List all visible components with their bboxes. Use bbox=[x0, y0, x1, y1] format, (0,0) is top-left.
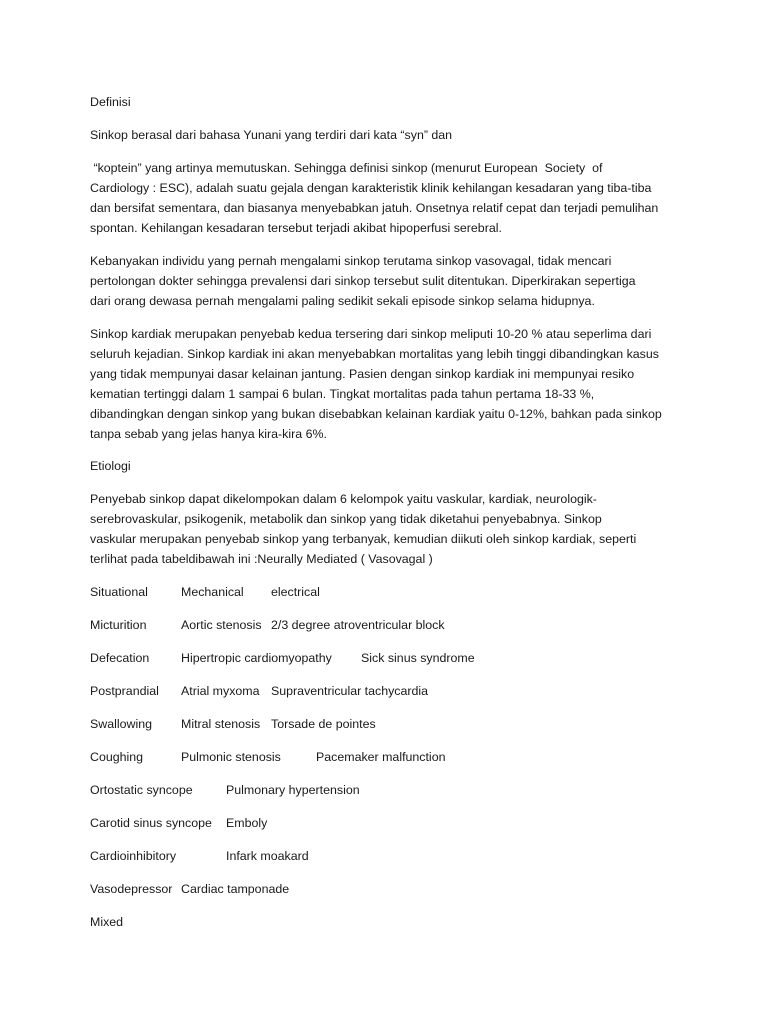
table-row bbox=[90, 846, 690, 866]
table-cell: Emboly bbox=[226, 816, 268, 830]
table-cell: Mixed bbox=[90, 915, 124, 929]
table-cell: Infark moakard bbox=[226, 849, 309, 863]
paragraph-5 bbox=[90, 489, 690, 569]
table-cell: Coughing bbox=[90, 750, 144, 764]
paragraph-3-line: pertolongan dokter sehingga prevalensi dari sinkop tersebut sulit ditentukan. Diperkirakan sepertiga bbox=[90, 274, 636, 288]
paragraph-3 bbox=[90, 251, 690, 311]
table-cell: Mitral stenosis bbox=[181, 717, 261, 731]
table-cell: Pacemaker malfunction bbox=[316, 750, 446, 764]
table-row bbox=[90, 648, 690, 668]
table-cell: Atrial myxoma bbox=[181, 684, 260, 698]
table-cell: Mechanical bbox=[181, 585, 244, 599]
table-row bbox=[90, 714, 690, 734]
paragraph-2-line: spontan. Kehilangan kesadaran tersebut terjadi akibat hipoperfusi serebral. bbox=[90, 221, 502, 235]
paragraph-1: Sinkop berasal dari bahasa Yunani yang terdiri dari kata “syn” dan bbox=[90, 128, 453, 142]
paragraph-2-line: Cardiology : ESC), adalah suatu gejala dengan karakteristik klinik kehilangan kesadaran yang tiba-tiba bbox=[90, 181, 652, 195]
table-cell: Aortic stenosis bbox=[181, 618, 262, 632]
paragraph-4 bbox=[90, 324, 690, 444]
paragraph-5-line: vaskular merupakan penyebab sinkop yang terbanyak, kemudian diikuti oleh sinkop kardiak, seperti bbox=[90, 532, 637, 546]
table-cell: Pulmonary hypertension bbox=[226, 783, 360, 797]
paragraph-5-line: serebrovaskular, psikogenik, metabolik dan sinkop yang tidak diketahui penyebabnya. Sinkop bbox=[90, 512, 602, 526]
table-cell: Situational bbox=[90, 585, 148, 599]
paragraph-4-line: dibandingkan dengan sinkop yang bukan disebabkan kelainan kardiak yaitu 0-12%, bahkan pada sinkop bbox=[90, 407, 662, 421]
table-row bbox=[90, 615, 690, 635]
paragraph-3-line: Kebanyakan individu yang pernah mengalami sinkop terutama sinkop vasovagal, tidak mencari bbox=[90, 254, 612, 268]
table-cell: Micturition bbox=[90, 618, 147, 632]
table-cell: Swallowing bbox=[90, 717, 152, 731]
table-cell: Vasodepressor bbox=[90, 882, 173, 896]
paragraph-4-line: yang tidak mempunyai dasar kelainan jantung. Pasien dengan sinkop kardiak ini mempunyai resiko bbox=[90, 367, 635, 381]
table-cell: Sick sinus syndrome bbox=[361, 651, 475, 665]
paragraph-5-line: terlihat pada tabeldibawah ini :Neurally Mediated ( Vasovagal ) bbox=[90, 552, 433, 566]
heading-definisi: Definisi bbox=[90, 95, 131, 109]
table-cell: 2/3 degree atroventricular block bbox=[271, 618, 445, 632]
table-cell: Supraventricular tachycardia bbox=[271, 684, 429, 698]
table-cell: Carotid sinus syncope bbox=[90, 816, 212, 830]
paragraph-2-line: dan bersifat sementara, dan biasanya menyebabkan jatuh. Onsetnya relatif cepat dan terjadi pemulihan bbox=[90, 201, 659, 215]
table-cell: Pulmonic stenosis bbox=[181, 750, 281, 764]
table-cell: Cardiac tamponade bbox=[181, 882, 290, 896]
table-row bbox=[90, 879, 690, 899]
paragraph-4-line: tanpa sebab yang jelas hanya kira-kira 6%. bbox=[90, 427, 327, 441]
paragraph-4-line: kematian tertinggi dalam 1 sampai 6 bulan. Tingkat mortalitas pada tahun pertama 18-33 %, bbox=[90, 387, 595, 401]
table-row bbox=[90, 582, 690, 602]
table-cell: electrical bbox=[271, 585, 320, 599]
paragraph-3-line: dari orang dewasa pernah mengalami paling sedikit sekali episode sinkop selama hidupnya. bbox=[90, 294, 595, 308]
table-cell: Cardioinhibitory bbox=[90, 849, 177, 863]
table-cell: Torsade de pointes bbox=[271, 717, 376, 731]
table-row bbox=[90, 813, 690, 833]
paragraph-2 bbox=[90, 158, 690, 238]
table-row bbox=[90, 912, 690, 932]
table-cell: Defecation bbox=[90, 651, 150, 665]
table-cell: Hipertropic cardiomyopathy bbox=[181, 651, 332, 665]
paragraph-5-line: Penyebab sinkop dapat dikelompokan dalam 6 kelompok yaitu vaskular, kardiak, neurologik- bbox=[90, 492, 597, 506]
table-row bbox=[90, 681, 690, 701]
paragraph-2-line: “koptein” yang artinya memutuskan. Sehingga definisi sinkop (menurut European Society of bbox=[90, 161, 603, 175]
heading-etiologi: Etiologi bbox=[90, 459, 131, 473]
table-row bbox=[90, 747, 690, 767]
paragraph-4-line: seluruh kejadian. Sinkop kardiak ini akan menyebabkan mortalitas yang lebih tinggi dibandingkan kasus bbox=[90, 347, 659, 361]
table-row bbox=[90, 780, 690, 800]
paragraph-4-line: Sinkop kardiak merupakan penyebab kedua tersering dari sinkop meliputi 10-20 % atau seperlima dari bbox=[90, 327, 652, 341]
table-cell: Ortostatic syncope bbox=[90, 783, 193, 797]
table-cell: Postprandial bbox=[90, 684, 159, 698]
